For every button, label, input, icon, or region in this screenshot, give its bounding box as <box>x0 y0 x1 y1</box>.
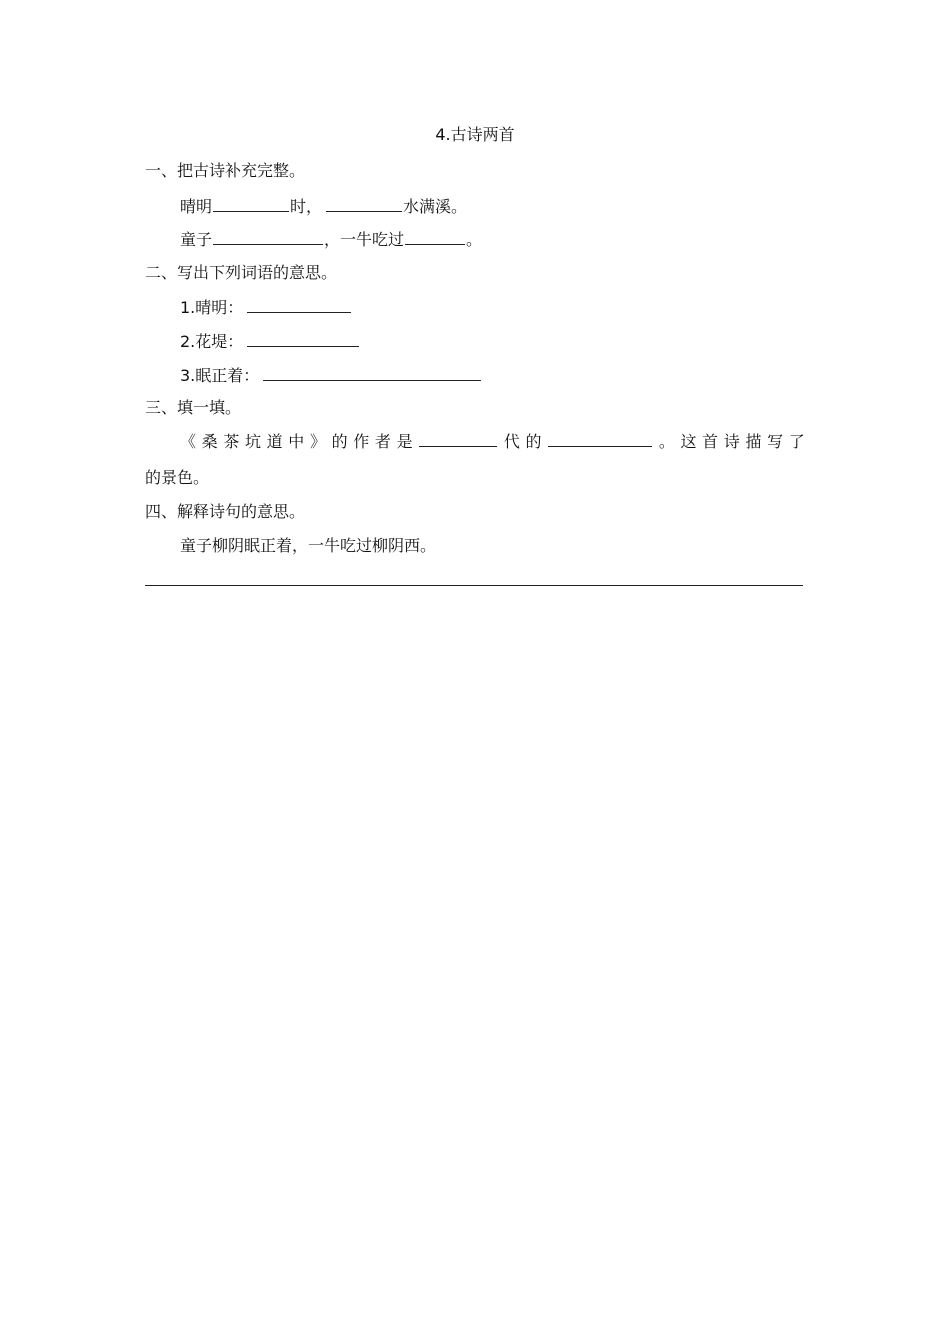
sentence-char: 写 <box>767 432 784 451</box>
s1-line1-text-c: 水满溪。 <box>403 197 468 216</box>
sentence-char: 中 <box>288 432 305 451</box>
vocab-item <box>180 296 352 319</box>
s1-line2-text-b: ，一牛吃过 <box>324 230 405 249</box>
fill-blank[interactable] <box>213 195 289 212</box>
sentence-char: 道 <box>266 432 283 451</box>
s1-line1-text-b: 时， <box>290 197 323 216</box>
sentence-char: 茶 <box>223 432 240 451</box>
section-1-heading: 一、把古诗补充完整。 <box>145 161 306 180</box>
section-3-sentence <box>180 430 805 453</box>
sentence-char: 代 <box>503 432 520 451</box>
section-1-line-2 <box>180 228 482 251</box>
section-2-heading: 二、写出下列词语的意思。 <box>145 263 338 282</box>
section-3-heading: 三、填一填。 <box>145 398 242 417</box>
sentence-char: 坑 <box>244 432 261 451</box>
sentence-char: 》 <box>309 432 326 451</box>
poem-line: 童子柳阴眠正着，一牛吃过柳阴西。 <box>180 536 437 555</box>
fill-blank[interactable] <box>419 430 497 447</box>
fill-blank[interactable] <box>405 228 465 245</box>
sentence-char: 桑 <box>201 432 218 451</box>
fill-blank[interactable] <box>326 195 402 212</box>
sentence-char: 这 <box>680 432 697 451</box>
sentence-char: 了 <box>788 432 805 451</box>
s1-line2-text-c: 。 <box>466 230 483 249</box>
sentence-char: 的 <box>331 432 348 451</box>
section-3-continuation: 的景色。 <box>145 468 210 487</box>
sentence-char: 。 <box>658 432 675 451</box>
fill-blank[interactable] <box>548 430 652 447</box>
vocab-item-label: 3.眠正着： <box>180 366 260 385</box>
vocab-item <box>180 330 360 353</box>
section-1-line-1 <box>180 195 467 218</box>
fill-blank[interactable] <box>263 364 481 381</box>
s1-line1-text-a: 晴明 <box>180 197 213 216</box>
answer-line[interactable] <box>145 585 803 586</box>
fill-blank[interactable] <box>213 228 323 245</box>
page-title: 4.古诗两首 <box>435 125 515 144</box>
fill-blank[interactable] <box>247 330 359 347</box>
sentence-char: 是 <box>396 432 413 451</box>
sentence-char: 的 <box>525 432 542 451</box>
sentence-char: 描 <box>745 432 762 451</box>
sentence-char: 作 <box>353 432 370 451</box>
vocab-item-label: 1.晴明： <box>180 298 244 317</box>
sentence-char: 首 <box>702 432 719 451</box>
section-4-heading: 四、解释诗句的意思。 <box>145 502 306 521</box>
fill-blank[interactable] <box>247 296 351 313</box>
s1-line2-text-a: 童子 <box>180 230 213 249</box>
sentence-char: 者 <box>374 432 391 451</box>
sentence-char: 《 <box>180 432 197 451</box>
sentence-char: 诗 <box>723 432 740 451</box>
vocab-item-label: 2.花堤： <box>180 332 244 351</box>
vocab-item <box>180 364 482 387</box>
